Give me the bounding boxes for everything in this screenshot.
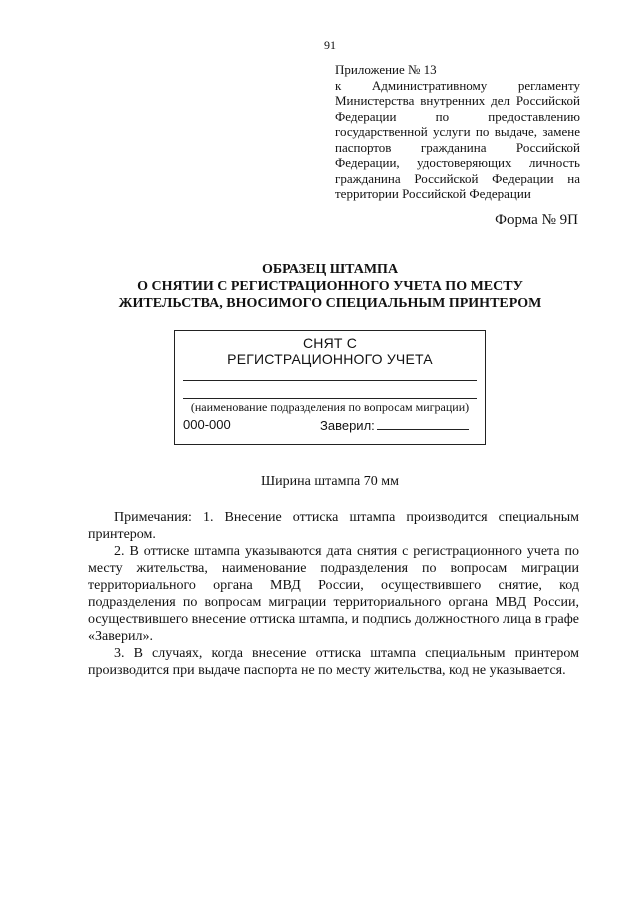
appendix-block: [335, 62, 580, 202]
appendix-heading: Приложение № 13: [335, 62, 437, 77]
note-1: Примечания: 1. Внесение оттиска штампа производится специальным принтером.: [88, 510, 579, 542]
stamp-certified: [320, 417, 469, 433]
stamp-line-1: СНЯТ С: [302, 335, 358, 351]
stamp-signature-line: [377, 417, 469, 430]
notes: [88, 509, 579, 679]
title-line-2: О СНЯТИИ С РЕГИСТРАЦИОННОГО УЧЕТА ПО МЕСТУ: [137, 279, 523, 294]
form-number: Форма № 9П: [495, 212, 578, 228]
document-title: [0, 261, 640, 312]
stamp-width: Ширина штампа 70 мм: [261, 474, 399, 489]
stamp-date-line: [183, 380, 477, 381]
title-line-1: ОБРАЗЕЦ ШТАМПА: [261, 262, 399, 277]
stamp-subdivision-line: [183, 398, 477, 399]
page-number: 91: [324, 38, 336, 52]
appendix-body: к Административному регламенту Министерства внутренних дел Российской Федерации по предоставлению государственной услуги по выдаче, замене паспортов гражданина Российской Федерации, удостоверяющих личность гражданина Российской Федерации на территории Российской Федерации: [335, 77, 580, 201]
note-3: 3. В случаях, когда внесение оттиска штампа специальным принтером производится при выдаче паспорта не по месту жительства, код не указывается.: [88, 646, 579, 678]
note-2: 2. В оттиске штампа указываются дата снятия с регистрационного учета по месту жительства, наименование подразделения по вопросам миграции территориального органа МВД России, осуществившего снятие, код подразделения по вопросам миграции территориального органа МВД России, осуществившего внесение оттиска штампа, и подпись должностного лица в графе «Заверил».: [88, 544, 580, 644]
stamp-line-2: РЕГИСТРАЦИОННОГО УЧЕТА: [227, 351, 433, 367]
stamp-certified-label: Заверил:: [320, 418, 375, 433]
stamp-sample: [174, 330, 486, 445]
title-line-3: ЖИТЕЛЬСТВА, ВНОСИМОГО СПЕЦИАЛЬНЫМ ПРИНТЕРОМ: [118, 296, 542, 311]
stamp-subdivision-label: (наименование подразделения по вопросам миграции): [190, 400, 470, 414]
stamp-code: 000-000: [183, 417, 231, 432]
